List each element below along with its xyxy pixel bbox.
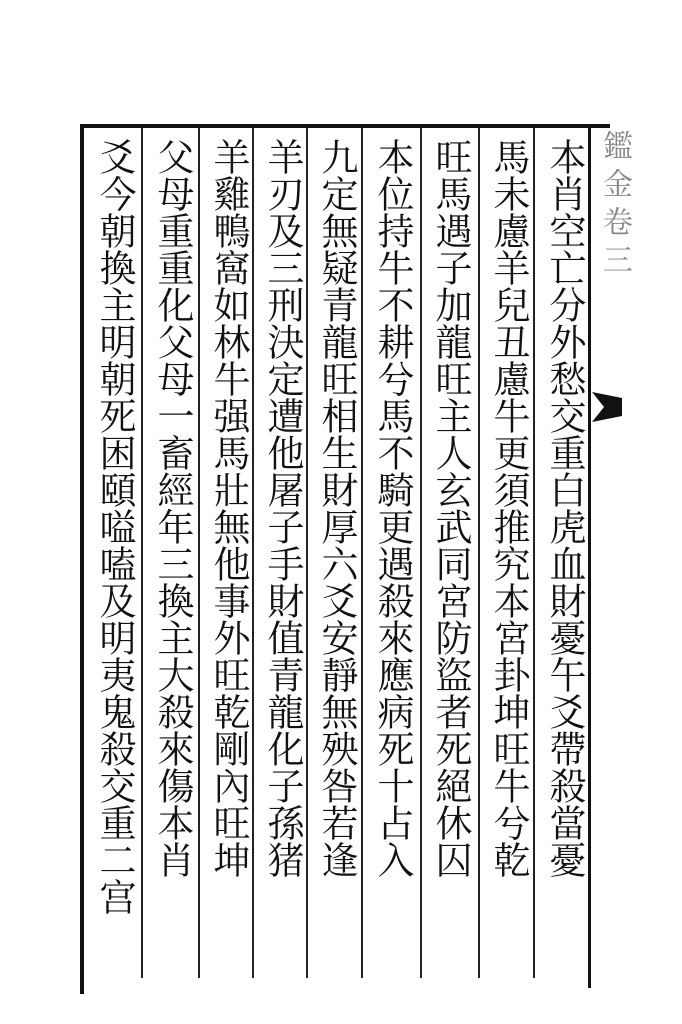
column-rule	[478, 128, 480, 978]
text-column-8: 父母重重化父母一畜經年三換主大殺來傷本肖	[151, 138, 194, 878]
column-rule	[252, 128, 254, 978]
column-rule	[533, 128, 535, 978]
margin-title: 鑑金卷三	[597, 130, 632, 282]
column-rule	[198, 128, 200, 978]
column-rule	[361, 128, 363, 978]
column-rule	[306, 128, 308, 978]
frame-top-border	[82, 124, 610, 128]
column-rule	[141, 128, 143, 978]
text-column-9: 爻今朝換主明朝死困頤嗌嗑及明夷鬼殺交重二宫	[93, 138, 136, 915]
text-column-1: 本肖空亡分外愁交重白虎血財憂午爻帶殺當憂	[543, 138, 586, 878]
text-column-6: 羊刃及三刑決定遭他屠子手財值青龍化子孫猪	[261, 138, 304, 878]
text-column-2: 馬未慮羊兒丑慮牛更須推究本宮卦坤旺牛兮乾	[487, 138, 530, 878]
text-column-3: 旺馬遇子加龍旺主人玄武同宮防盜者死絕休囚	[429, 138, 472, 878]
frame-right-border	[588, 128, 591, 988]
column-rule	[420, 128, 422, 978]
text-column-5: 九定無疑青龍旺相生財厚六爻安靜無殃咎若逢	[315, 138, 358, 878]
text-column-7: 羊雞鴨窩如林牛强馬壯無他事外旺乾剛內旺坤	[207, 138, 250, 878]
frame-left-border	[80, 124, 84, 994]
text-column-4: 本位持牛不耕兮馬不騎更遇殺來應病死十占入	[371, 138, 414, 878]
